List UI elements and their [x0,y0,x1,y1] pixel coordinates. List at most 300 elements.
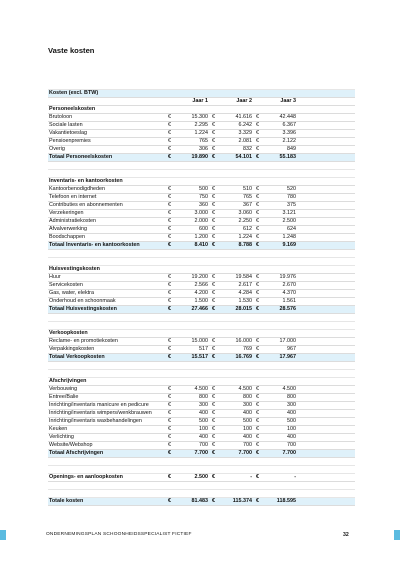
amount-year-1: 3.000 [178,210,210,218]
empty-cell [178,106,210,114]
amount-year-2: 700 [222,442,254,450]
empty-cell [48,258,166,266]
empty-cell [210,362,222,370]
currency-sign: € [166,474,178,482]
empty-cell [298,322,355,330]
currency-sign: € [210,426,222,434]
empty-cell [166,258,178,266]
empty-cell [48,458,166,466]
amount-year-1: 517 [178,346,210,354]
currency-sign: € [166,194,178,202]
section-title-row [48,330,355,338]
row-label: Overig [48,146,166,154]
row-label: Telefoon en internet [48,194,166,202]
amount-year-2: 400 [222,434,254,442]
empty-cell [266,250,298,258]
year-header-3: Jaar 3 [266,98,298,106]
empty-cell [178,362,210,370]
amount-year-3: 400 [266,410,298,418]
currency-sign: € [166,290,178,298]
blank-row [48,170,355,178]
amount-year-1: 306 [178,146,210,154]
empty-cell [298,250,355,258]
currency-sign: € [254,418,266,426]
empty-cell [254,378,266,386]
currency-sign: € [166,146,178,154]
page-number: 32 [343,532,349,538]
empty-cell [298,146,355,154]
currency-sign: € [210,290,222,298]
amount-year-3: 700 [266,442,298,450]
empty-cell [222,378,254,386]
currency-sign: € [210,274,222,282]
empty-cell [298,138,355,146]
amount-year-1: 15.300 [178,114,210,122]
empty-cell [48,466,166,474]
currency-sign: € [210,402,222,410]
amount-year-3: 4.370 [266,290,298,298]
table-row [48,418,355,426]
amount-year-3: 1.248 [266,234,298,242]
amount-year-3: 7.700 [266,450,298,458]
table-row [48,346,355,354]
empty-cell [254,322,266,330]
table-header-label: Kosten (excl. BTW) [48,90,166,98]
empty-cell [298,370,355,378]
amount-year-2: 8.788 [222,242,254,250]
row-label: Verbouwing [48,386,166,394]
currency-sign: € [166,418,178,426]
empty-cell [254,162,266,170]
empty-cell [178,258,210,266]
currency-sign: € [166,218,178,226]
empty-cell [178,314,210,322]
empty-cell [254,490,266,498]
currency-sign: € [254,498,266,506]
section-title: Afschrijvingen [48,378,166,386]
amount-year-2: 765 [222,194,254,202]
row-label: Totaal Personeelskosten [48,154,166,162]
currency-sign: € [210,434,222,442]
empty-cell [210,258,222,266]
empty-cell [210,250,222,258]
currency-sign: € [166,138,178,146]
section-total-row [48,154,355,162]
empty-cell [298,114,355,122]
empty-cell [298,274,355,282]
amount-year-2: 3.060 [222,210,254,218]
amount-year-3: 118.595 [266,498,298,506]
empty-cell [298,130,355,138]
empty-cell [266,106,298,114]
row-label: Huur [48,274,166,282]
empty-cell [254,266,266,274]
table-row [48,202,355,210]
amount-year-3: 500 [266,418,298,426]
empty-cell [254,98,266,106]
empty-cell [166,170,178,178]
amount-year-3: 780 [266,194,298,202]
table-row [48,274,355,282]
currency-sign: € [210,194,222,202]
row-label: Reclame- en promotiekosten [48,338,166,346]
amount-year-1: 81.483 [178,498,210,506]
empty-cell [222,322,254,330]
empty-cell [298,394,355,402]
empty-cell [178,266,210,274]
currency-sign: € [254,354,266,362]
currency-sign: € [210,338,222,346]
currency-sign: € [210,146,222,154]
empty-cell [254,466,266,474]
empty-cell [266,458,298,466]
currency-sign: € [166,394,178,402]
empty-cell [178,82,210,90]
empty-cell [166,98,178,106]
empty-cell [298,378,355,386]
amount-year-1: 7.700 [178,450,210,458]
empty-cell [222,362,254,370]
empty-cell [298,186,355,194]
empty-cell [210,178,222,186]
currency-sign: € [210,122,222,130]
table-header-row [48,90,355,98]
empty-cell [298,330,355,338]
empty-cell [298,266,355,274]
empty-cell [222,330,254,338]
currency-sign: € [254,202,266,210]
empty-cell [48,98,166,106]
table-row [48,386,355,394]
row-label: Inrichting/inventaris waxbehandelingen [48,418,166,426]
empty-cell [266,266,298,274]
year-header-1: Jaar 1 [178,98,210,106]
amount-year-2: 510 [222,186,254,194]
amount-year-1: 500 [178,186,210,194]
empty-cell [266,178,298,186]
empty-cell [222,482,254,490]
blank-row [48,258,355,266]
row-label: Website/Webshop [48,442,166,450]
section-title-row [48,106,355,114]
currency-sign: € [254,234,266,242]
amount-year-3: 967 [266,346,298,354]
empty-cell [266,258,298,266]
empty-cell [210,322,222,330]
table-row [48,402,355,410]
empty-cell [178,170,210,178]
currency-sign: € [254,274,266,282]
header-fill-cell [254,90,266,98]
amount-year-2: 800 [222,394,254,402]
table-row [48,434,355,442]
currency-sign: € [254,442,266,450]
empty-cell [166,322,178,330]
section-title: Verkoopkosten [48,330,166,338]
row-label: Verlichting [48,434,166,442]
empty-cell [266,482,298,490]
table-row [48,130,355,138]
amount-year-2: 19.584 [222,274,254,282]
header-fill-cell [298,90,355,98]
empty-cell [166,482,178,490]
section-title-row [48,378,355,386]
empty-cell [266,362,298,370]
currency-sign: € [166,202,178,210]
currency-sign: € [254,226,266,234]
years-header-row [48,98,355,106]
table-row [48,194,355,202]
currency-sign: € [166,306,178,314]
amount-year-1: 2.295 [178,122,210,130]
amount-year-2: 2.617 [222,282,254,290]
currency-sign: € [166,130,178,138]
empty-cell [254,82,266,90]
empty-cell [210,266,222,274]
amount-year-2: 832 [222,146,254,154]
amount-year-2: 300 [222,402,254,410]
amount-year-3: 1.561 [266,298,298,306]
currency-sign: € [254,410,266,418]
section-title: Huisvestingskosten [48,266,166,274]
empty-cell [210,314,222,322]
table-row [48,426,355,434]
table-row [48,394,355,402]
currency-sign: € [210,354,222,362]
empty-cell [48,322,166,330]
table-row [48,410,355,418]
row-label: Sociale lasten [48,122,166,130]
header-fill-cell [266,90,298,98]
table-body [48,82,355,506]
currency-sign: € [210,202,222,210]
table-row [48,186,355,194]
currency-sign: € [210,226,222,234]
empty-cell [210,458,222,466]
currency-sign: € [254,426,266,434]
section-total-row [48,242,355,250]
empty-cell [222,170,254,178]
row-label: Contributies en abonnementen [48,202,166,210]
currency-sign: € [254,186,266,194]
blank-row [48,370,355,378]
amount-year-3: 4.500 [266,386,298,394]
amount-year-1: 1.200 [178,234,210,242]
year-header-2: Jaar 2 [222,98,254,106]
empty-cell [298,218,355,226]
amount-year-3: 3.396 [266,130,298,138]
empty-cell [210,170,222,178]
empty-cell [222,458,254,466]
amount-year-3: 2.670 [266,282,298,290]
empty-cell [298,226,355,234]
amount-year-1: 300 [178,402,210,410]
empty-cell [210,98,222,106]
amount-year-1: 2.566 [178,282,210,290]
empty-cell [254,258,266,266]
amount-year-3: 624 [266,226,298,234]
empty-cell [48,370,166,378]
currency-sign: € [166,226,178,234]
currency-sign: € [210,234,222,242]
currency-sign: € [254,298,266,306]
empty-cell [178,322,210,330]
empty-cell [298,418,355,426]
footer-accent-bar-left [0,530,6,540]
amount-year-1: 500 [178,418,210,426]
row-label: Administratiekosten [48,218,166,226]
amount-year-3: 375 [266,202,298,210]
blank-row [48,322,355,330]
empty-cell [210,482,222,490]
currency-sign: € [210,210,222,218]
amount-year-2: 115.374 [222,498,254,506]
amount-year-1: 400 [178,434,210,442]
empty-cell [178,490,210,498]
empty-cell [298,282,355,290]
amount-year-2: 2.081 [222,138,254,146]
amount-year-1: 15.000 [178,338,210,346]
table-row [48,122,355,130]
amount-year-1: 100 [178,426,210,434]
currency-sign: € [166,234,178,242]
currency-sign: € [254,434,266,442]
empty-cell [222,250,254,258]
blank-row [48,482,355,490]
empty-cell [298,442,355,450]
row-label: Inrichting/inventaris wimpers/wenkbrauwen [48,410,166,418]
empty-cell [166,106,178,114]
amount-year-1: 2.500 [178,474,210,482]
empty-cell [222,162,254,170]
page-title: Vaste kosten [48,46,95,55]
currency-sign: € [210,306,222,314]
empty-cell [266,490,298,498]
currency-sign: € [166,386,178,394]
section-title: Inventaris- en kantoorkosten [48,178,166,186]
empty-cell [210,466,222,474]
empty-cell [298,210,355,218]
amount-year-2: 400 [222,410,254,418]
row-label: Kantoorbenodigdheden [48,186,166,194]
amount-year-2: 4.500 [222,386,254,394]
empty-cell [266,170,298,178]
empty-cell [178,458,210,466]
empty-cell [298,98,355,106]
amount-year-2: 16.000 [222,338,254,346]
empty-cell [298,490,355,498]
currency-sign: € [166,186,178,194]
row-label: Brutoloon [48,114,166,122]
fixed-costs-table [48,82,355,506]
amount-year-1: 2.000 [178,218,210,226]
currency-sign: € [254,290,266,298]
empty-cell [210,490,222,498]
currency-sign: € [166,114,178,122]
blank-row [48,250,355,258]
row-label: Keuken [48,426,166,434]
currency-sign: € [210,282,222,290]
amount-year-1: 360 [178,202,210,210]
table-row [48,442,355,450]
empty-cell [298,402,355,410]
amount-year-3: 100 [266,426,298,434]
currency-sign: € [210,394,222,402]
currency-sign: € [210,242,222,250]
footer-text: ONDERNEMINGSPLAN SCHOONHEIDSSPECIALIST FICTIEF [46,532,192,537]
amount-year-2: 612 [222,226,254,234]
empty-cell [298,474,355,482]
amount-year-3: 28.576 [266,306,298,314]
currency-sign: € [210,498,222,506]
currency-sign: € [254,346,266,354]
amount-year-3: 2.122 [266,138,298,146]
empty-cell [222,490,254,498]
empty-cell [266,314,298,322]
amount-year-2: 16.769 [222,354,254,362]
amount-year-1: 700 [178,442,210,450]
currency-sign: € [254,338,266,346]
empty-cell [254,362,266,370]
amount-year-1: 800 [178,394,210,402]
empty-cell [178,178,210,186]
currency-sign: € [254,242,266,250]
empty-cell [166,314,178,322]
header-fill-cell [178,90,210,98]
empty-cell [222,178,254,186]
empty-cell [254,106,266,114]
empty-cell [178,162,210,170]
empty-cell [266,322,298,330]
amount-year-1: 19.890 [178,154,210,162]
empty-cell [166,162,178,170]
blank-row [48,82,355,90]
empty-cell [222,106,254,114]
row-label: Gas, water, elektra [48,290,166,298]
amount-year-3: 19.976 [266,274,298,282]
table-row [48,146,355,154]
currency-sign: € [254,138,266,146]
section-total-row [48,354,355,362]
amount-year-2: 367 [222,202,254,210]
empty-cell [210,82,222,90]
currency-sign: € [166,498,178,506]
empty-cell [298,290,355,298]
empty-cell [222,258,254,266]
currency-sign: € [210,346,222,354]
empty-cell [210,378,222,386]
empty-cell [298,314,355,322]
currency-sign: € [210,114,222,122]
amount-year-3: - [266,474,298,482]
empty-cell [178,370,210,378]
empty-cell [210,162,222,170]
currency-sign: € [254,402,266,410]
empty-cell [254,482,266,490]
amount-year-2: 1.530 [222,298,254,306]
header-fill-cell [210,90,222,98]
currency-sign: € [166,402,178,410]
table-row [48,226,355,234]
empty-cell [222,370,254,378]
row-label: Boodschappen [48,234,166,242]
empty-cell [298,234,355,242]
currency-sign: € [166,442,178,450]
empty-cell [266,466,298,474]
empty-cell [222,466,254,474]
empty-cell [298,178,355,186]
currency-sign: € [210,298,222,306]
